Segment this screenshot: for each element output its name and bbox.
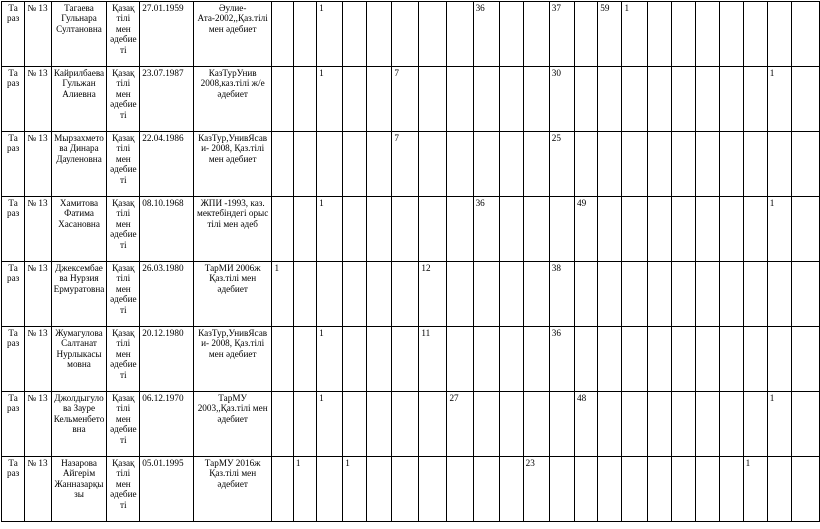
count-cell <box>447 132 473 197</box>
count-cell: 37 <box>549 2 574 67</box>
count-cell <box>343 2 367 67</box>
count-cell <box>574 262 597 327</box>
count-cell <box>743 132 767 197</box>
count-cell <box>473 327 499 392</box>
count-cell <box>293 392 316 457</box>
count-cell <box>598 197 622 262</box>
count-cell <box>317 457 343 522</box>
count-cell <box>647 457 671 522</box>
count-cell <box>574 457 597 522</box>
count-cell <box>647 67 671 132</box>
teacher-name-cell: Назарова Айгерім Жанназарқызы <box>51 457 107 522</box>
city-cell: Та раз <box>2 262 25 327</box>
count-cell <box>447 197 473 262</box>
count-cell <box>499 327 523 392</box>
school-cell: № 13 <box>25 197 51 262</box>
count-cell: 59 <box>598 2 622 67</box>
city-cell: Та раз <box>2 67 25 132</box>
birth-date-cell: 23.07.1987 <box>140 67 194 132</box>
table-row <box>2 2 820 67</box>
count-cell <box>598 392 622 457</box>
count-cell <box>574 2 597 67</box>
count-cell: 25 <box>549 132 574 197</box>
count-cell <box>792 392 820 457</box>
count-cell <box>695 262 719 327</box>
subject-cell: Қазақ тілі мен әдебиеті <box>107 67 140 132</box>
count-cell <box>743 262 767 327</box>
subject-cell: Қазақ тілі мен әдебиеті <box>107 327 140 392</box>
teacher-name-cell: Хамитова Фатима Хасановна <box>51 197 107 262</box>
count-cell <box>622 392 647 457</box>
count-cell <box>719 457 743 522</box>
education-cell: Әулие-Ата-2002,,Қаз.тілі мен әдебиет <box>193 2 272 67</box>
count-cell: 23 <box>523 457 549 522</box>
subject-cell: Қазақ тілі мен әдебиеті <box>107 262 140 327</box>
count-cell <box>392 197 419 262</box>
count-cell <box>549 197 574 262</box>
count-cell <box>743 392 767 457</box>
count-cell <box>473 262 499 327</box>
count-cell <box>549 392 574 457</box>
count-cell <box>419 457 447 522</box>
count-cell <box>317 262 343 327</box>
count-cell <box>499 392 523 457</box>
count-cell: 1 <box>343 457 367 522</box>
count-cell <box>523 262 549 327</box>
school-cell: № 13 <box>25 262 51 327</box>
count-cell: 1 <box>272 262 293 327</box>
teacher-name-cell: Жумагулова Салтанат Нурлыкасымовна <box>51 327 107 392</box>
count-cell <box>743 327 767 392</box>
count-cell <box>499 132 523 197</box>
count-cell <box>367 262 392 327</box>
count-cell <box>499 197 523 262</box>
count-cell <box>343 67 367 132</box>
count-cell <box>574 132 597 197</box>
count-cell <box>598 132 622 197</box>
count-cell: 1 <box>293 457 316 522</box>
count-cell <box>343 327 367 392</box>
count-cell <box>622 262 647 327</box>
count-cell <box>367 327 392 392</box>
count-cell <box>419 67 447 132</box>
count-cell <box>792 262 820 327</box>
birth-date-cell: 06.12.1970 <box>140 392 194 457</box>
count-cell <box>647 327 671 392</box>
count-cell <box>695 392 719 457</box>
teacher-name-cell: Тагаева Гульнара Султановна <box>51 2 107 67</box>
count-cell <box>293 2 316 67</box>
count-cell <box>293 197 316 262</box>
count-cell <box>293 132 316 197</box>
count-cell <box>272 392 293 457</box>
count-cell <box>792 67 820 132</box>
count-cell <box>419 132 447 197</box>
count-cell <box>499 2 523 67</box>
city-cell: Та раз <box>2 392 25 457</box>
subject-cell: Қазақ тілі мен әдебиеті <box>107 132 140 197</box>
table-row <box>2 132 820 197</box>
count-cell <box>392 2 419 67</box>
count-cell: 1 <box>317 2 343 67</box>
count-cell <box>272 327 293 392</box>
count-cell <box>598 457 622 522</box>
count-cell <box>367 67 392 132</box>
subject-cell: Қазақ тілі мен әдебиеті <box>107 197 140 262</box>
city-cell: Та раз <box>2 132 25 197</box>
count-cell <box>523 2 549 67</box>
count-cell <box>743 67 767 132</box>
count-cell <box>367 457 392 522</box>
count-cell <box>719 67 743 132</box>
count-cell <box>743 197 767 262</box>
teacher-name-cell: Мырзахметова Динара Дауленовна <box>51 132 107 197</box>
city-cell: Та раз <box>2 327 25 392</box>
count-cell <box>767 262 791 327</box>
count-cell <box>671 2 695 67</box>
count-cell <box>293 262 316 327</box>
subject-cell: Қазақ тілі мен әдебиеті <box>107 457 140 522</box>
count-cell <box>622 197 647 262</box>
count-cell <box>473 67 499 132</box>
count-cell <box>622 67 647 132</box>
education-cell: КазТур,УнивЯсави- 2008, Қаз.тілі мен әдебиет <box>193 327 272 392</box>
city-cell: Та раз <box>2 457 25 522</box>
count-cell <box>272 132 293 197</box>
count-cell: 7 <box>392 132 419 197</box>
count-cell <box>792 457 820 522</box>
count-cell <box>695 457 719 522</box>
birth-date-cell: 05.01.1995 <box>140 457 194 522</box>
count-cell: 1 <box>317 197 343 262</box>
count-cell <box>343 132 367 197</box>
count-cell <box>767 2 791 67</box>
count-cell <box>549 457 574 522</box>
count-cell <box>499 262 523 327</box>
count-cell <box>695 327 719 392</box>
count-cell <box>272 2 293 67</box>
count-cell <box>671 392 695 457</box>
count-cell <box>695 132 719 197</box>
birth-date-cell: 27.01.1959 <box>140 2 194 67</box>
count-cell: 36 <box>473 197 499 262</box>
count-cell <box>647 2 671 67</box>
count-cell: 11 <box>419 327 447 392</box>
count-cell <box>473 457 499 522</box>
count-cell <box>392 392 419 457</box>
teachers-table <box>1 1 820 522</box>
count-cell <box>343 197 367 262</box>
education-cell: ТарМИ 2006ж Қаз.тілі мен әдебиет <box>193 262 272 327</box>
count-cell <box>719 197 743 262</box>
count-cell <box>447 262 473 327</box>
count-cell <box>343 262 367 327</box>
count-cell <box>447 2 473 67</box>
count-cell <box>419 392 447 457</box>
teacher-name-cell: Джолдыгулова Зауре Кельменбетовна <box>51 392 107 457</box>
count-cell <box>272 197 293 262</box>
count-cell <box>574 327 597 392</box>
count-cell: 27 <box>447 392 473 457</box>
count-cell <box>647 197 671 262</box>
count-cell: 1 <box>622 2 647 67</box>
education-cell: ТарМУ 2016ж Қаз.тілі мен әдебиет <box>193 457 272 522</box>
count-cell <box>392 457 419 522</box>
education-cell: ТарМУ 2003,,Қаз.тілі мен әдебиет <box>193 392 272 457</box>
table-row <box>2 392 820 457</box>
count-cell <box>792 197 820 262</box>
count-cell <box>671 457 695 522</box>
count-cell <box>792 327 820 392</box>
count-cell: 1 <box>317 327 343 392</box>
count-cell: 30 <box>549 67 574 132</box>
count-cell <box>473 132 499 197</box>
education-cell: ЖПИ -1993, каз. мектебіндегі орыс тілі мен әдеб <box>193 197 272 262</box>
table-row <box>2 327 820 392</box>
count-cell <box>792 132 820 197</box>
count-cell <box>622 132 647 197</box>
count-cell <box>719 392 743 457</box>
count-cell: 1 <box>767 392 791 457</box>
count-cell: 49 <box>574 197 597 262</box>
count-cell <box>767 327 791 392</box>
count-cell <box>343 392 367 457</box>
count-cell <box>767 132 791 197</box>
city-cell: Та раз <box>2 2 25 67</box>
subject-cell: Қазақ тілі мен әдебиеті <box>107 2 140 67</box>
count-cell <box>767 457 791 522</box>
count-cell <box>671 67 695 132</box>
count-cell <box>622 327 647 392</box>
school-cell: № 13 <box>25 392 51 457</box>
count-cell <box>695 67 719 132</box>
birth-date-cell: 22.04.1986 <box>140 132 194 197</box>
count-cell: 7 <box>392 67 419 132</box>
count-cell <box>392 262 419 327</box>
count-cell <box>671 132 695 197</box>
count-cell <box>293 67 316 132</box>
count-cell: 48 <box>574 392 597 457</box>
count-cell <box>598 327 622 392</box>
education-cell: КазТурУнив 2008,каз.тілі ж/е әдебиет <box>193 67 272 132</box>
count-cell <box>523 132 549 197</box>
count-cell <box>523 197 549 262</box>
count-cell <box>293 327 316 392</box>
education-cell: КазТур,УнивЯсави- 2008, Қаз.тілі мен әдебиет <box>193 132 272 197</box>
count-cell <box>598 67 622 132</box>
count-cell <box>447 67 473 132</box>
count-cell <box>647 132 671 197</box>
count-cell <box>598 262 622 327</box>
school-cell: № 13 <box>25 132 51 197</box>
school-cell: № 13 <box>25 327 51 392</box>
count-cell <box>622 457 647 522</box>
count-cell <box>792 2 820 67</box>
count-cell <box>574 67 597 132</box>
table-row <box>2 262 820 327</box>
count-cell <box>695 197 719 262</box>
count-cell <box>523 392 549 457</box>
count-cell: 1 <box>743 457 767 522</box>
birth-date-cell: 26.03.1980 <box>140 262 194 327</box>
count-cell: 12 <box>419 262 447 327</box>
count-cell: 38 <box>549 262 574 327</box>
birth-date-cell: 20.12.1980 <box>140 327 194 392</box>
count-cell <box>272 457 293 522</box>
count-cell <box>272 67 293 132</box>
count-cell <box>719 2 743 67</box>
teacher-name-cell: Кайрилбаева Гульжан Алиевна <box>51 67 107 132</box>
count-cell <box>743 2 767 67</box>
count-cell <box>419 2 447 67</box>
birth-date-cell: 08.10.1968 <box>140 197 194 262</box>
count-cell <box>447 457 473 522</box>
count-cell: 1 <box>767 197 791 262</box>
count-cell: 1 <box>767 67 791 132</box>
count-cell <box>719 132 743 197</box>
count-cell <box>367 2 392 67</box>
count-cell <box>671 197 695 262</box>
count-cell <box>523 67 549 132</box>
count-cell <box>719 262 743 327</box>
count-cell <box>499 457 523 522</box>
count-cell <box>367 197 392 262</box>
count-cell <box>317 132 343 197</box>
count-cell <box>671 327 695 392</box>
city-cell: Та раз <box>2 197 25 262</box>
count-cell <box>647 262 671 327</box>
count-cell <box>392 327 419 392</box>
count-cell: 36 <box>473 2 499 67</box>
count-cell <box>647 392 671 457</box>
count-cell <box>499 67 523 132</box>
count-cell <box>367 392 392 457</box>
count-cell <box>419 197 447 262</box>
school-cell: № 13 <box>25 457 51 522</box>
count-cell <box>473 392 499 457</box>
count-cell <box>671 262 695 327</box>
table-row <box>2 67 820 132</box>
subject-cell: Қазақ тілі мен әдебиеті <box>107 392 140 457</box>
teacher-name-cell: Джексембаева Нурзия Ермуратовна <box>51 262 107 327</box>
school-cell: № 13 <box>25 67 51 132</box>
count-cell: 1 <box>317 67 343 132</box>
count-cell: 36 <box>549 327 574 392</box>
count-cell <box>447 327 473 392</box>
count-cell <box>695 2 719 67</box>
count-cell <box>367 132 392 197</box>
count-cell: 1 <box>317 392 343 457</box>
table-row <box>2 197 820 262</box>
table-row <box>2 457 820 522</box>
count-cell <box>719 327 743 392</box>
table-body <box>2 2 820 522</box>
count-cell <box>523 327 549 392</box>
school-cell: № 13 <box>25 2 51 67</box>
